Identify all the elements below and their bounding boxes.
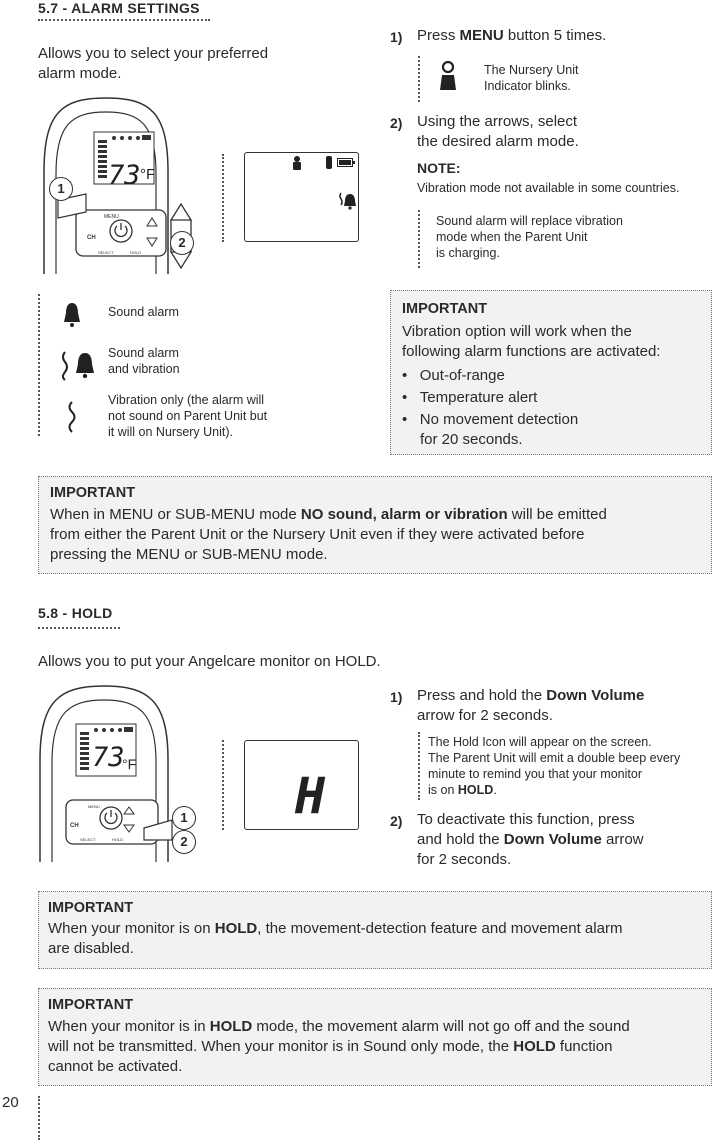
important-menu-box [38,476,712,574]
step-line: Using the arrows, select [417,113,578,130]
important-title: IMPORTANT [48,900,134,916]
device-temperature-unit: °F [122,756,137,772]
mode-label: not sound on Parent Unit but [108,409,268,423]
step-text: and hold the [417,831,504,848]
important-segment: will not be transmitted. When your monitor is in Sound only mode, the [48,1038,514,1055]
bullet-continuation: for 20 seconds. [420,431,523,448]
mode-vibration-only [108,392,267,440]
step-text: Press and hold the [417,687,547,704]
important-line: pressing the MENU or SUB-MENU mode. [50,546,328,563]
bullet-text: Temperature alert [419,389,538,406]
mode-sound-vibration [108,345,180,377]
note-line: The Parent Unit will emit a double beep every [428,751,681,765]
mode-label: Sound alarm [108,305,179,319]
important-segment: mode, the movement alarm will not go off and the sound [252,1018,630,1035]
menu-keyword: MENU [459,27,504,44]
intro-line: alarm mode. [38,65,122,82]
note-line [428,782,680,798]
important-text [50,505,607,565]
step-text: Press [417,27,460,44]
dotted-separator [38,294,40,436]
mode-label: Vibration only (the alarm will [108,393,265,407]
important-text [48,1017,630,1077]
page-edge-dots [38,1096,40,1140]
important-hold-box [38,891,712,969]
hold-step-2-text [417,810,644,870]
lcd-screen-alarm [244,152,359,242]
step-number: 2) [390,813,403,829]
bullet-item: • Out-of-range [402,367,505,384]
section-heading-hold: 5.8 - HOLD [38,605,113,621]
step-line: arrow for 2 seconds. [417,707,553,724]
bell-vibration-icon [339,191,357,211]
important-title: IMPORTANT [50,485,136,501]
important-title: IMPORTANT [402,301,488,317]
device-temperature-unit: °F [140,166,156,183]
important-segment: When in MENU or SUB-MENU mode [50,506,301,523]
dotted-separator [418,210,420,268]
device-temperature: 73 [108,160,141,191]
dotted-separator [222,740,224,830]
bullet-item: • Temperature alert [402,389,538,406]
hold-icon: H [295,767,326,825]
section-heading-alarm-settings: 5.7 - ALARM SETTINGS [38,0,200,16]
note-line: Sound alarm will replace vibration [436,214,623,228]
hold-intro: Allows you to put your Angelcare monitor on HOLD. [38,653,381,670]
important-line [50,505,607,525]
nursery-unit-indicator-icon [439,60,457,92]
important-line: Vibration option will work when the [402,323,632,340]
important-emphasis: HOLD [513,1038,556,1055]
note-line: The Hold Icon will appear on the screen. [428,735,652,749]
dotted-separator [418,56,420,102]
important-emphasis: HOLD [214,920,258,937]
note-title: NOTE: [417,160,461,176]
important-line [48,919,622,939]
nursery-unit-icon [291,155,303,171]
note-sub [436,213,623,261]
dotted-separator [418,732,420,800]
mode-sound-alarm [108,304,179,320]
device-ch-label: CH [70,823,79,829]
step-line [417,686,644,706]
bell-icon [62,301,82,327]
step-number: 1) [390,29,403,45]
device-select-label: SELECT [80,837,96,842]
step-line: the desired alarm mode. [417,133,579,150]
callout-1: 1 [172,806,196,830]
important-segment: When your monitor is on [48,920,215,937]
important-emphasis: NO sound, alarm or vibration [300,506,508,523]
device-ch-label: CH [87,235,96,241]
important-vibration-box [390,290,712,455]
important-hold-mode-box [38,988,712,1086]
step-text: arrow [601,831,644,848]
important-line: from either the Parent Unit or the Nursery Unit even if they were activated before [50,526,585,543]
bullet-text: No movement detection [419,411,579,428]
step-number: 2) [390,115,403,131]
step-2-text [417,112,579,152]
bell-vibration-icon [59,349,105,381]
device-hold-label: HOLD [112,837,124,842]
important-segment: When your monitor is in [48,1018,210,1035]
down-volume-keyword: Down Volume [503,831,602,848]
bullet-text: Out-of-range [419,367,505,384]
note-text: . [493,783,497,797]
device-menu-label: MENU [88,804,100,809]
battery-icon [337,158,355,167]
step-number: 1) [390,689,403,705]
page-number: 20 [2,1094,19,1111]
note-line: is charging. [436,246,500,260]
lcd-screen-hold [244,740,359,830]
step-line: To deactivate this function, press [417,811,635,828]
step-1-text [417,26,606,46]
alarm-intro [38,44,268,84]
note-line: Indicator blinks. [484,79,571,93]
note-line: minute to remind you that your monitor [428,767,642,781]
mode-label: Sound alarm [108,346,179,360]
bullet-item: • No movement detection [402,411,579,428]
heading-underline [38,627,120,629]
step-line: for 2 seconds. [417,851,512,868]
note-line: mode when the Parent Unit [436,230,588,244]
callout-1: 1 [49,177,73,201]
important-line [48,1017,630,1037]
intro-line: Allows you to select your preferred [38,45,269,62]
bullet-list [402,366,578,450]
step-text: button 5 times. [503,27,607,44]
important-text [402,322,660,362]
vibration-icon [64,400,78,434]
step-1-note [484,62,578,94]
important-text [48,919,622,959]
hold-step-1-note [428,734,680,798]
hold-keyword: HOLD [457,783,494,797]
dotted-separator [222,154,224,242]
device-menu-label: MENU [104,214,119,220]
device-hold-label: HOLD [130,250,142,255]
step-line [417,830,644,850]
down-volume-keyword: Down Volume [546,687,645,704]
hold-step-1-text [417,686,644,726]
callout-2: 2 [172,830,196,854]
note-line: The Nursery Unit [484,63,579,77]
important-segment: function [555,1038,613,1055]
device-temperature: 73 [92,742,125,773]
important-title: IMPORTANT [48,997,134,1013]
important-emphasis: HOLD [209,1018,253,1035]
device-select-label: SELECT [98,250,114,255]
important-line: are disabled. [48,940,134,957]
important-line: cannot be activated. [48,1058,183,1075]
heading-underline [38,19,210,21]
important-segment: will be emitted [507,506,607,523]
parent-unit-icon [325,155,333,170]
callout-2: 2 [170,231,194,255]
note-text: is on [428,783,458,797]
mode-label: and vibration [108,362,180,376]
important-line [48,1037,630,1057]
mode-label: it will on Nursery Unit). [108,425,234,439]
important-segment: , the movement-detection feature and movement alarm [257,920,623,937]
note-text: Vibration mode not available in some countries. [417,181,680,195]
important-line: following alarm functions are activated: [402,343,661,360]
